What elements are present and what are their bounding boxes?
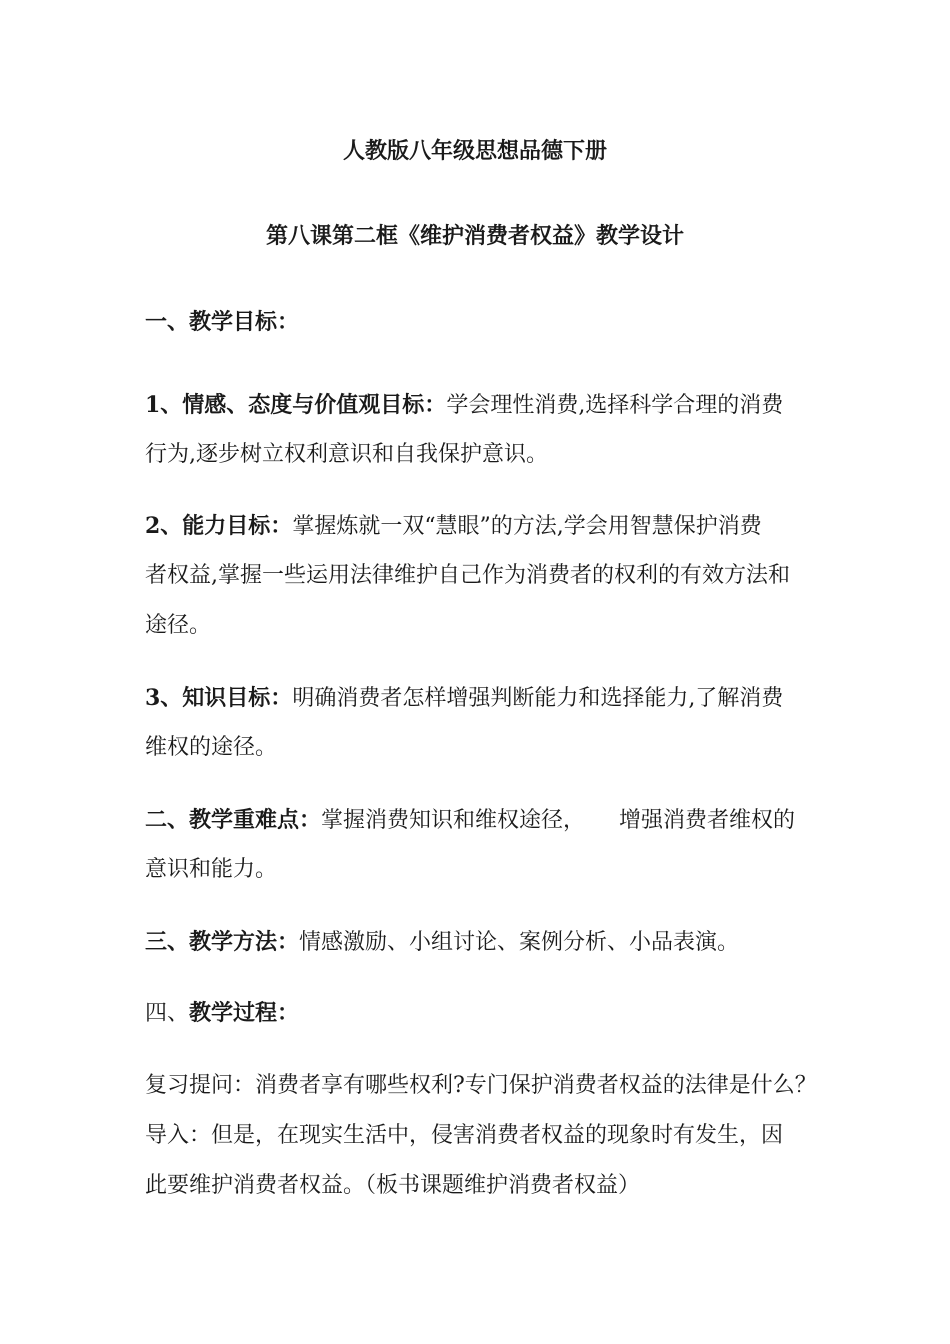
- intro-line-2: 此要维护消费者权益。（板书课题维护消费者权益）: [145, 1173, 641, 1198]
- methods-line: [145, 927, 825, 958]
- section-heading-goals: 一、教学目标：: [145, 309, 300, 335]
- goal-2-line-3: 途径。: [145, 613, 212, 638]
- goal-2-text: 掌握炼就一双“慧眼”的方法,学会用智慧保护消费: [292, 514, 762, 539]
- methods-text: 情感激励、小组讨论、案例分析、小品表演。: [299, 930, 740, 955]
- review-question: 复习提问：消费者享有哪些权利?专门保护消费者权益的法律是什么？: [145, 1073, 817, 1098]
- goal-3-text: 明确消费者怎样增强判断能力和选择能力,了解消费: [292, 686, 784, 711]
- key-points-line-2: 意识和能力。: [145, 857, 278, 882]
- key-points-line-1: [145, 805, 825, 836]
- goal-1-label: 1、情感、态度与价值观目标：: [145, 392, 447, 418]
- intro-line-1: 导入：但是，在现实生活中，侵害消费者权益的现象时有发生，因: [145, 1123, 784, 1148]
- process-heading-prefix: 四、: [145, 1001, 190, 1026]
- process-heading: [145, 998, 825, 1029]
- goal-2-line-1: [145, 511, 825, 542]
- key-points-label: 二、教学重难点：: [145, 807, 322, 833]
- methods-label: 三、教学方法：: [145, 929, 300, 955]
- goal-3-line-1: [145, 683, 825, 714]
- goal-2-label: 2、能力目标：: [145, 513, 293, 539]
- goal-1-text: 学会理性消费,选择科学合理的消费: [446, 393, 784, 418]
- goal-1-line-2: 行为,逐步树立权利意识和自我保护意识。: [145, 442, 548, 467]
- key-points-text-2: 增强消费者维权的: [619, 808, 796, 833]
- process-heading-label: 教学过程：: [189, 1000, 300, 1026]
- lesson-title: 第八课第二框《维护消费者权益》教学设计: [265, 223, 684, 249]
- key-points-text-1: 掌握消费知识和维权途径，: [321, 808, 586, 833]
- goal-2-line-2: 者权益,掌握一些运用法律维护自己作为消费者的权利的有效方法和: [145, 563, 790, 588]
- goal-3-label: 3、知识目标：: [145, 685, 293, 711]
- goal-3-line-2: 维权的途径。: [145, 735, 278, 760]
- document-title: 人教版八年级思想品德下册: [342, 138, 607, 164]
- goal-1-line-1: [145, 390, 825, 421]
